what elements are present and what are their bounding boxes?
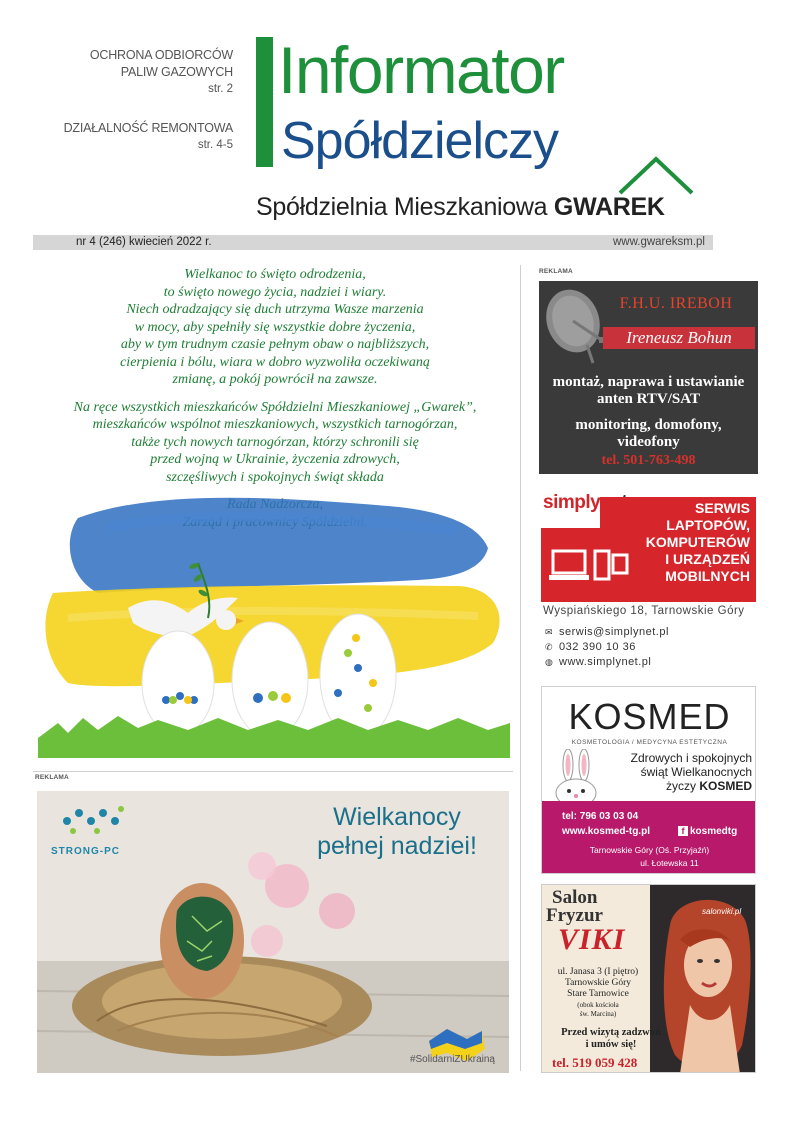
greeting-line: Wielkanoc to święto odrodzenia, xyxy=(184,267,366,282)
toc-page: str. 4-5 xyxy=(197,139,233,151)
greeting-line: Niech odradzający się duch utrzyma Wasze marzenia xyxy=(126,302,424,317)
ireboh-service: monitoring, domofony, xyxy=(575,417,722,433)
cta-line: i umów się! xyxy=(585,1039,637,1050)
salon-address-line: ul. Janasa 3 (I piętro) xyxy=(557,967,639,977)
salon-title: Salon xyxy=(552,887,598,908)
masthead-subtitle xyxy=(256,192,665,222)
phone-text: 032 390 10 36 xyxy=(559,641,636,653)
service-line: KOMPUTERÓW xyxy=(645,534,750,550)
toc-title: OCHRONA ODBIORCÓW xyxy=(89,48,233,62)
masthead-title-second: Spółdzielczy xyxy=(281,112,559,170)
ad-label: REKLAMA xyxy=(35,774,69,781)
greeting-paragraph-1 xyxy=(40,266,510,389)
toc-item-gas[interactable] xyxy=(40,47,233,98)
ireboh-owner: Ireneusz Bohun xyxy=(603,327,755,349)
kosmed-logo: KOSMED xyxy=(568,696,731,737)
greeting-line: szczęśliwych i spokojnych świąt składa xyxy=(166,469,384,485)
salon-address-line: Tarnowskie Góry xyxy=(564,978,632,988)
simplynet-address: Wyspiańskiego 18, Tarnowskie Góry xyxy=(543,605,745,617)
ireboh-service: videofony xyxy=(617,434,680,450)
salon-web[interactable]: salonviki.pl xyxy=(702,907,742,916)
cta-line: Przed wizytą zadzwoń xyxy=(561,1027,661,1038)
greeting-line: Na ręce wszystkich mieszkańców Spółdzielni Mieszkaniowej „Gwarek”, xyxy=(73,399,477,415)
wish-line: Zdrowych i spokojnych xyxy=(630,751,752,765)
greeting-line: cierpienia i bólu, wiara w dobro wyzwoliła oczekiwaną xyxy=(120,354,430,370)
wish-name: KOSMED xyxy=(699,779,752,793)
computer-laptop-icon xyxy=(549,547,629,587)
ireboh-phone[interactable]: tel. 501-763-498 xyxy=(601,453,696,468)
ukraine-flag-eggs-illustration xyxy=(38,468,510,758)
simplynet-email[interactable] xyxy=(545,626,669,638)
logo-part: simply xyxy=(543,492,601,513)
toc-page: str. 2 xyxy=(208,83,233,95)
simplynet-phone[interactable] xyxy=(545,641,636,653)
greeting-line: w mocy, aby spełniły się wszystkie dobre życzenia, xyxy=(134,319,416,335)
facebook-handle: kosmedtg xyxy=(690,826,738,837)
phone-icon: ✆ xyxy=(545,642,554,652)
house-roof-icon xyxy=(618,155,694,195)
simplynet-services xyxy=(620,500,750,585)
kosmed-wishes xyxy=(602,751,752,793)
wish-line: życzy xyxy=(665,779,700,793)
kosmed-phone[interactable]: tel: 796 03 03 04 xyxy=(562,811,639,822)
salon-call-to-action xyxy=(546,1027,676,1051)
wish-line: świąt Wielkanocnych xyxy=(640,765,752,779)
strong-pc-headline xyxy=(297,803,497,861)
issue-number: nr 4 (246) kwiecień 2022 r. xyxy=(76,236,212,248)
salon-address-line: Stare Tarnowice xyxy=(567,989,629,999)
bunny-icon xyxy=(546,749,606,805)
ireboh-service: montaż, naprawa i ustawianie xyxy=(552,374,745,390)
kosmed-address: Tarnowskie Góry (Oś. Przyjaźń) xyxy=(589,845,710,855)
salon-address-line: św. Marcina) xyxy=(579,1010,617,1018)
service-line: I URZĄDZEŃ xyxy=(665,551,750,567)
kosmed-ad[interactable] xyxy=(541,686,756,874)
headline-line: pełnej nadziei! xyxy=(317,832,477,860)
kosmed-web[interactable]: www.kosmed-tg.pl xyxy=(562,826,650,837)
facebook-icon: f xyxy=(678,826,688,836)
issue-bar xyxy=(33,235,713,250)
service-line: SERWIS xyxy=(695,500,750,516)
globe-icon: ◍ xyxy=(545,657,554,667)
ireboh-ad[interactable] xyxy=(539,281,758,474)
website-link[interactable]: www.gwareksm.pl xyxy=(612,236,705,248)
email-text: serwis@simplynet.pl xyxy=(559,626,669,638)
greeting-line: zmianę, a pokój powrócił na zawsze. xyxy=(172,372,378,387)
salon-address-line: (obok kościoła xyxy=(577,1001,619,1009)
mail-icon: ✉ xyxy=(545,627,554,637)
ad-label: REKLAMA xyxy=(539,268,573,275)
greeting-line: aby w tym trudnym czasie pełnym obaw o najbliższych, xyxy=(120,337,430,352)
service-line: MOBILNYCH xyxy=(665,568,750,584)
kosmed-tagline: KOSMETOLOGIA / MEDYCYNA ESTETYCZNA xyxy=(571,739,728,746)
strong-pc-ad[interactable] xyxy=(37,791,509,1073)
salon-name: VIKI xyxy=(558,923,626,956)
toc-title: DZIAŁALNOŚĆ REMONTOWA xyxy=(63,121,233,135)
masthead-subtitle-prefix: Spółdzielnia Mieszkaniowa xyxy=(256,193,554,221)
masthead-subtitle-name: GWAREK xyxy=(553,193,665,221)
masthead-title: Informator xyxy=(278,33,564,107)
column-divider xyxy=(520,265,521,1071)
kosmed-facebook[interactable] xyxy=(678,826,737,837)
ireboh-service: anten RTV/SAT xyxy=(597,391,700,407)
toc-item-renovation[interactable] xyxy=(40,120,233,154)
greeting-line: mieszkańców wspólnot mieszkaniowych, wszystkich tarnogórzan, xyxy=(92,417,458,432)
simplynet-web[interactable] xyxy=(545,656,651,668)
service-line: LAPTOPÓW, xyxy=(666,517,750,533)
ireboh-company: F.H.U. IREBOH xyxy=(619,295,733,312)
kosmed-address-street: ul. Łotewska 11 xyxy=(640,858,699,868)
greeting-line: także tych nowych tarnogórzan, którzy schronili się xyxy=(131,434,419,450)
greeting-line: to święto nowego życia, nadziei i wiary. xyxy=(163,284,387,300)
salon-viki-ad[interactable] xyxy=(541,884,756,1073)
masthead-bar xyxy=(256,37,273,167)
headline-line: Wielkanocy xyxy=(333,803,461,831)
greeting-line: przed wojną w Ukrainie, życzenia zdrowych, xyxy=(150,452,400,467)
solidarity-hashtag: #SolidarniZUkrainą xyxy=(409,1054,495,1065)
salon-phone[interactable]: tel. 519 059 428 xyxy=(552,1055,638,1070)
strong-pc-logo: STRONG-PC xyxy=(51,846,120,857)
salon-title-second: Fryzur xyxy=(546,905,603,926)
section-divider xyxy=(33,771,513,772)
web-text: www.simplynet.pl xyxy=(559,656,652,668)
toc-title: PALIW GAZOWYCH xyxy=(120,65,233,79)
